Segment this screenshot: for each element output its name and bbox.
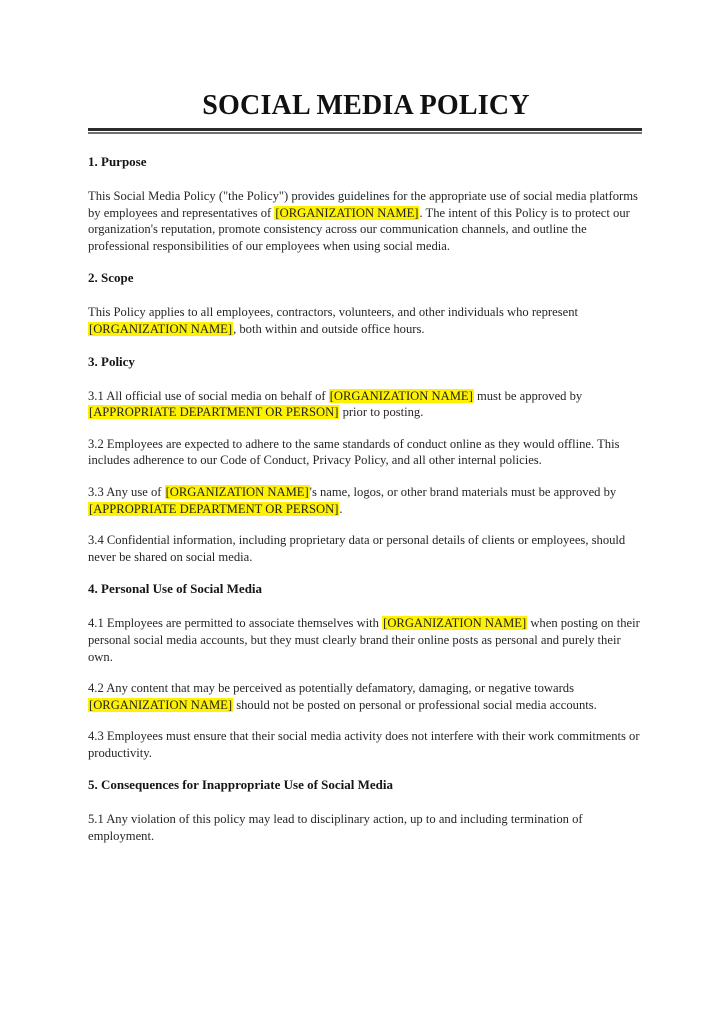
text-run: This Social Media Policy ("the Policy") provides guidelines for the appropriate use of social media platforms by employees and representatives of — [88, 189, 638, 220]
policy-clause-3-4: 3.4 Confidential information, including proprietary data or personal details of clients or employees, should never be shared on social media. — [88, 533, 626, 564]
placeholder-organization-name: [ORGANIZATION NAME] — [329, 388, 473, 403]
placeholder-organization-name: [ORGANIZATION NAME] — [89, 697, 233, 712]
text-run: 4.2 Any content that may be perceived as potentially defamatory, damaging, or negative towards — [88, 681, 574, 696]
text-run: prior to posting. — [339, 405, 424, 420]
placeholder-department: [APPROPRIATE DEPARTMENT OR PERSON] — [89, 501, 339, 516]
text-run: when posting on their personal social media accounts, but they must clearly brand their online posts as personal and purely their own. — [88, 616, 640, 664]
placeholder-department: [APPROPRIATE DEPARTMENT OR PERSON] — [89, 405, 339, 420]
section-heading-consequences: 5. Consequences for Inappropriate Use of Social Media — [88, 777, 394, 793]
text-run: 4.1 Employees are permitted to associate themselves with — [88, 616, 383, 631]
section-heading-scope: 2. Scope — [88, 270, 134, 286]
text-run: . The intent of this Policy is to protect our organization's reputation, promote consistency across our communication channels, and outline the professional responsibilities of our employees when using social media. — [88, 205, 630, 253]
text-run: . — [339, 501, 343, 516]
text-run: must be approved by — [473, 388, 583, 403]
placeholder-organization-name: [ORGANIZATION NAME] — [165, 484, 309, 499]
section-heading-policy: 3. Policy — [88, 353, 135, 369]
personal-clause-4-2 — [88, 680, 642, 713]
text-run: should not be posted on personal or professional social media accounts. — [233, 697, 597, 712]
text-run: 's name, logos, or other brand materials must be approved by — [309, 484, 617, 499]
policy-clause-3-1 — [88, 388, 642, 421]
text-run: This Policy applies to all employees, contractors, volunteers, and other individuals who represent — [88, 305, 578, 320]
section-heading-personal-use: 4. Personal Use of Social Media — [88, 581, 263, 597]
document-page — [88, 86, 642, 845]
policy-clause-3-3 — [88, 484, 642, 517]
placeholder-organization-name: [ORGANIZATION NAME] — [89, 321, 233, 336]
consequences-clause-5-1: 5.1 Any violation of this policy may lead to disciplinary action, up to and including termination of employment. — [88, 812, 583, 844]
personal-clause-4-1 — [88, 615, 642, 665]
text-run: 3.3 Any use of — [88, 484, 165, 499]
document-title: SOCIAL MEDIA POLICY — [202, 90, 530, 121]
purpose-paragraph — [88, 188, 642, 254]
text-run: , both within and outside office hours. — [233, 321, 425, 336]
section-heading-purpose: 1. Purpose — [88, 154, 147, 169]
policy-clause-3-2: 3.2 Employees are expected to adhere to the same standards of conduct online as they would offline. This includes adherence to our Code of Conduct, Privacy Policy, and all other internal policies. — [88, 436, 620, 468]
text-run: 3.1 All official use of social media on behalf of — [88, 388, 329, 403]
placeholder-organization-name: [ORGANIZATION NAME] — [383, 616, 527, 631]
personal-clause-4-3: 4.3 Employees must ensure that their social media activity does not interfere with their work commitments or productivity. — [88, 729, 640, 760]
scope-paragraph — [88, 304, 642, 337]
placeholder-organization-name: [ORGANIZATION NAME] — [275, 205, 419, 220]
